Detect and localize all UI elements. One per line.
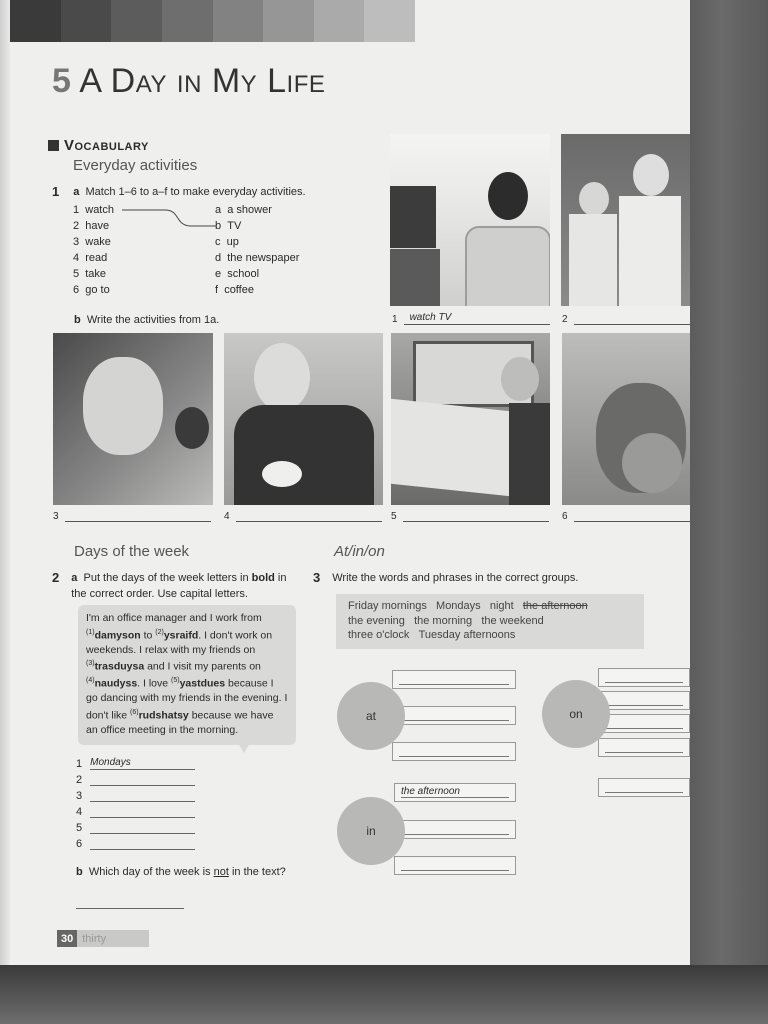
exercise-1b-instruction: b Write the activities from 1a. xyxy=(74,314,220,326)
photo-caption-4: 4 xyxy=(224,509,382,522)
in-example-answer: the afternoon xyxy=(401,786,509,798)
page-spine xyxy=(0,0,10,965)
match-left-item: 4 read xyxy=(73,252,108,264)
photo-caption-1: 1 watch TV xyxy=(392,312,550,325)
days-answer-5: 5 xyxy=(76,821,195,834)
answer-line[interactable] xyxy=(574,312,690,325)
exercise-2a-instruction: 2 a Put the days of the week letters in bold in the correct order. Use capital letters. xyxy=(52,570,287,600)
header-color-bar xyxy=(10,0,415,42)
on-circle: on xyxy=(542,680,610,748)
match-right-item: f coffee xyxy=(215,284,254,296)
photo-take-shower xyxy=(562,333,690,505)
speech-bubble-text: I'm an office manager and I work from $^{(1)}$damyson to $^{(2)}$ysraifd. I don't work on weekends. I relax with my friends on $^{(3)}$trasduysa and I visit my parents on $^{(4)}$naudyss. I love $^{(5)}$yastdues because I go dancing with my friends in the evening. I don't like $^{(6)}$rudshatsy because we have an office meeting in the morning. xyxy=(78,605,296,745)
match-right-item: d the newspaper xyxy=(215,252,300,264)
match-right-list xyxy=(215,202,299,298)
on-answer-slot[interactable] xyxy=(598,691,690,710)
answer-line[interactable] xyxy=(574,509,690,522)
in-circle: in xyxy=(337,797,405,865)
word-box: Friday mornings Mondays night the afternoon the evening the morning the weekend three o'clock Tuesday afternoons xyxy=(336,594,644,649)
match-right-item: c up xyxy=(215,236,239,248)
on-answer-slot[interactable] xyxy=(598,738,690,757)
in-answer-slot[interactable] xyxy=(394,820,516,839)
match-left-item: 1 watch xyxy=(73,204,114,216)
days-answer-6: 6 xyxy=(76,837,195,850)
page-number: 30 xyxy=(57,930,77,947)
exercise-2b-instruction: b Which day of the week is not in the text? xyxy=(76,866,286,878)
answer-line[interactable] xyxy=(90,821,195,834)
vocabulary-heading: Vocabulary xyxy=(48,137,149,154)
exercise-2b-answer-line[interactable] xyxy=(76,908,184,909)
photo-have-coffee xyxy=(224,333,383,505)
photo-caption-6: 6 xyxy=(562,509,690,522)
on-answer-slot[interactable] xyxy=(598,714,690,733)
match-left-item: 3 wake xyxy=(73,236,111,248)
at-answer-slot[interactable] xyxy=(392,706,516,725)
answer-line[interactable] xyxy=(90,773,195,786)
answer-line[interactable]: watch TV xyxy=(404,312,550,325)
match-left-list xyxy=(73,202,114,298)
scrambled-day: trasduysa xyxy=(94,660,145,673)
at-answer-slot[interactable] xyxy=(392,742,516,761)
photo-wake-up xyxy=(53,333,213,505)
match-right-item: e school xyxy=(215,268,260,280)
days-answer-3: 3 xyxy=(76,789,195,802)
days-answer-4: 4 xyxy=(76,805,195,818)
scrambled-day: naudyss xyxy=(94,677,138,690)
match-left-item: 2 have xyxy=(73,220,110,232)
section-square-icon xyxy=(48,140,59,151)
page-footer xyxy=(57,930,149,947)
on-answer-slot[interactable] xyxy=(598,778,690,797)
prepositions-heading: At/in/on xyxy=(334,543,385,560)
answer-line[interactable] xyxy=(90,805,195,818)
days-answer-1: 1 Mondays xyxy=(76,757,195,770)
exercise-1a-instruction: 1 a Match 1–6 to a–f to make everyday activities. xyxy=(52,184,306,199)
answer-line[interactable] xyxy=(90,789,195,802)
scan-shadow-bottom xyxy=(0,965,768,1024)
unit-title xyxy=(52,62,325,101)
match-example-line xyxy=(120,205,220,231)
days-answer-2: 2 xyxy=(76,773,195,786)
answer-line[interactable] xyxy=(90,837,195,850)
on-answer-slot[interactable] xyxy=(598,668,690,687)
photo-caption-3: 3 xyxy=(53,509,211,522)
answer-line[interactable] xyxy=(403,509,549,522)
match-right-item: b TV xyxy=(215,220,242,232)
scrambled-day: ysraifd xyxy=(163,629,199,642)
photo-caption-2: 2 xyxy=(562,312,690,325)
photo-read-newspaper xyxy=(391,333,550,505)
scan-shadow-right xyxy=(690,0,768,1024)
match-left-item: 5 take xyxy=(73,268,107,280)
answer-line[interactable] xyxy=(65,509,211,522)
page-number-word: thirty xyxy=(82,932,107,945)
match-left-item: 6 go to xyxy=(73,284,110,296)
speech-bubble-tail xyxy=(238,743,250,753)
vocabulary-subheading: Everyday activities xyxy=(73,157,198,174)
in-answer-slot[interactable] xyxy=(394,856,516,875)
exercise-3-instruction: 3 Write the words and phrases in the correct groups. xyxy=(313,570,579,585)
scrambled-day: rudshatsy xyxy=(138,709,189,722)
in-answer-slot[interactable] xyxy=(394,783,516,802)
days-heading: Days of the week xyxy=(74,543,190,560)
unit-title-text: A Day in My Life xyxy=(79,62,326,100)
photo-caption-5: 5 xyxy=(391,509,549,522)
scrambled-day: damyson xyxy=(94,629,141,642)
match-right-item: a a shower xyxy=(215,204,272,216)
at-circle: at xyxy=(337,682,405,750)
photo-go-to-school xyxy=(561,134,690,306)
photo-watch-tv xyxy=(390,134,550,306)
answer-line[interactable] xyxy=(236,509,382,522)
scrambled-day: yastdues xyxy=(179,677,226,690)
at-answer-slot[interactable] xyxy=(392,670,516,689)
answer-line[interactable]: Mondays xyxy=(90,757,195,770)
unit-number: 5 xyxy=(52,62,72,100)
